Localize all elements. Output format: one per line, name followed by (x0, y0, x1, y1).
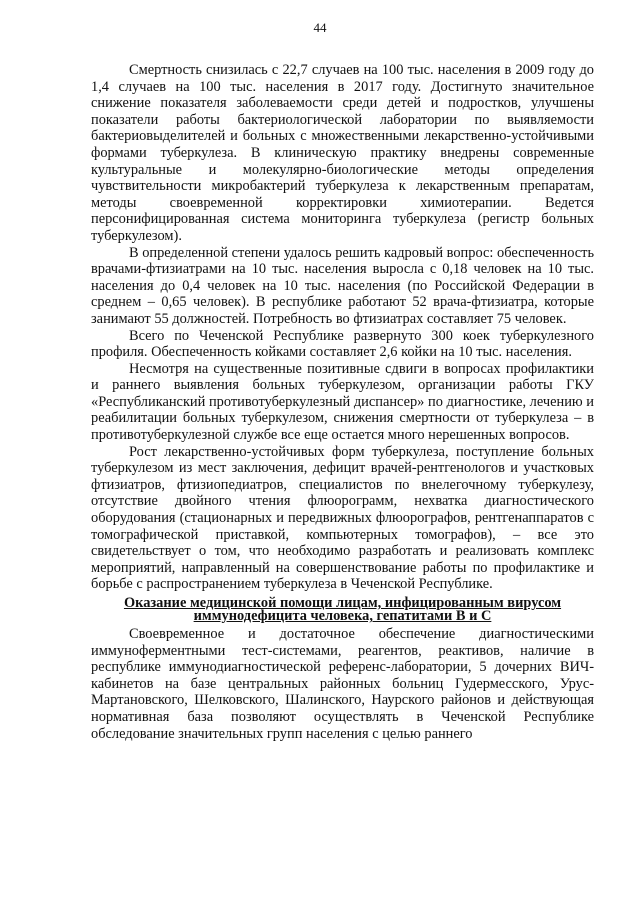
document-body (91, 62, 594, 742)
section-heading-line-1: Оказание медицинской помощи лицам, инфицированным вирусом (123, 595, 562, 611)
paragraph-mortality: Смертность снизилась с 22,7 случаев на 100 тыс. населения в 2009 году до 1,4 случаев на 100 тыс. населения в 2017 году. Достигнуто значительное снижение показателя заболеваемости среди детей и подростков, улучшены показатели работы бактериологической лаборатории по выявляемости бактериовыделителей и больных с множественными лекарственно-устойчивыми формами туберкулеза. В клиническую практику внедрены современные культуральные и молекулярно-биологические методы определения чувствительности микробактерий туберкулеза к лекарственным препаратам, методы своевременной корректировки химиотерапии. Ведется персонифицированная система мониторинга туберкулеза (регистр больных туберкулезом). (91, 62, 594, 244)
section-heading-line-2: иммунодефицита человека, гепатитами В и С (193, 608, 492, 624)
paragraph-unresolved-issues: Несмотря на существенные позитивные сдвиги в вопросах профилактики и раннего выявления больных туберкулезом, организации работы ГКУ «Республиканский противотуберкулезный диспансер» по диагностике, лечению и реабилитации больных туберкулезом, снижения смертности от туберкулеза – в противотуберкулезной службе все еще остается много нерешенных вопросов. (91, 360, 594, 444)
paragraph-hiv-diagnostics: Своевременное и достаточное обеспечение диагностическими иммуноферментными тест-системами, реагентов, реактивов, наличие в республике иммунодиагностической референс-лаборатории, 5 дочерних ВИЧ-кабинетов на базе центральных районных больниц Гудермесского, Урус-Мартановского, Шелковского, Шалинского, Наурского районов и действующая нормативная база позволяют осуществлять в Чеченской Республике обследование значительных групп населения с целью раннего (91, 626, 594, 742)
page-number: 44 (313, 20, 327, 35)
section-heading (91, 597, 594, 623)
paragraph-problems: Рост лекарственно-устойчивых форм туберкулеза, поступление больных туберкулезом из мест заключения, дефицит врачей-рентгенологов и участковых фтизиатров, фтизиопедиатров, специалистов по внелегочному туберкулезу, отсутствие двойного чтения флюорограмм, нехватка диагностического оборудования (стационарных и передвижных флюорографов, рентгенаппаратов с томографической приставкой, компьютерных томографов), – все это свидетельствует о том, что необходимо разработать и реализовать комплекс мероприятий, направленный на совершенствование работы по профилактике и борьбе с распространением туберкулеза в Чеченской Республике. (91, 443, 594, 593)
paragraph-staffing: В определенной степени удалось решить кадровый вопрос: обеспеченность врачами-фтизиатрами на 10 тыс. населения выросла с 0,18 человек на 10 тыс. населения до 0,4 человек на 10 тыс. населения (по Российской Федерации в среднем – 0,65 человек). В республике работают 52 врача-фтизиатра, которые занимают 55 должностей. Потребность во фтизиатрах составляет 75 человек. (91, 244, 595, 327)
paragraph-beds: Всего по Чеченской Республике развернуто 300 коек туберкулезного профиля. Обеспеченность койками составляет 2,6 койки на 10 тыс. населения. (91, 327, 594, 361)
